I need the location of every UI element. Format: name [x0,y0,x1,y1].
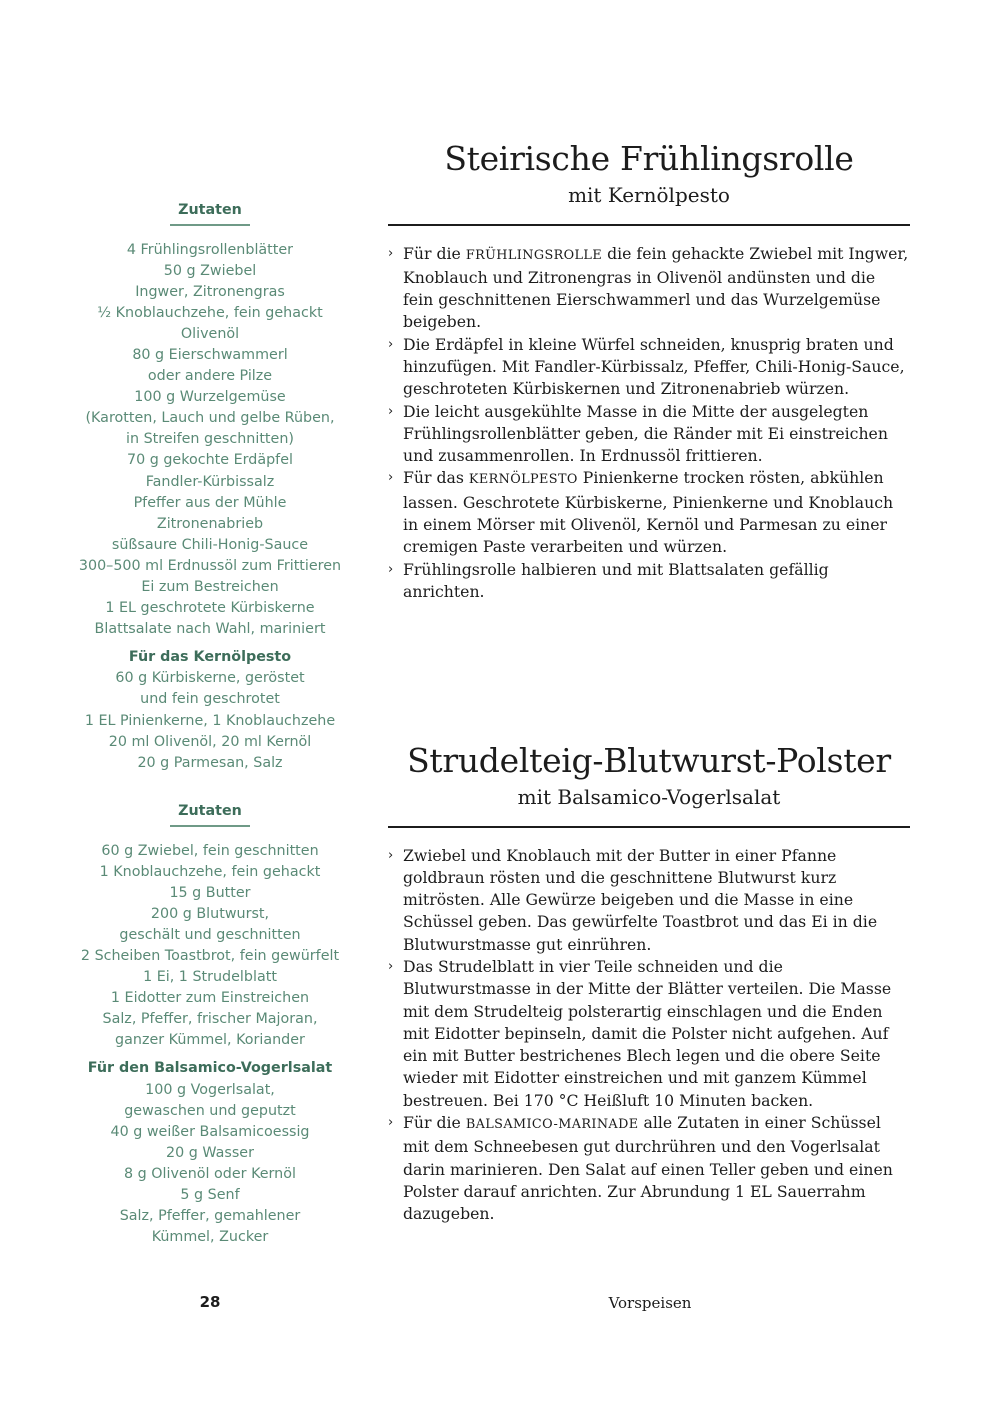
ingredient-item: 5 g Senf [180,1187,240,1203]
ingredient-item: Ingwer, Zitronengras [135,283,285,300]
ingredient-item: 1 EL geschrotete Kürbiskerne [105,600,315,617]
step-text: die fein gehackte Zwiebel mit Ingwer, Knoblauch und Zitronengras in Olivenöl andünsten und die fein geschnittenen Eierschwammerl und das Wurzelgemüse beigeben. [403,243,909,332]
ingredient-item: 50 g Zwiebel [163,262,257,279]
bullet-arrow-icon: › [388,336,394,352]
ingredient-item: 1 Eidotter zum Einstreichen [110,990,310,1007]
ingredient-item: 8 g Olivenöl oder Kernöl [124,1165,296,1182]
ingredient-item: 70 g gekochte Erdäpfel [127,452,293,469]
step-text: Frühlingsrolle halbieren und mit Blattsalaten gefällig anrichten. [403,559,829,601]
step-text: Für die [403,1113,466,1133]
recipe-title: Strudelteig-Blutwurst-Polster [407,741,891,780]
sub-ingredients-list [75,668,345,773]
ingredient-item: 20 ml Olivenöl, 20 ml Kernöl [108,733,312,750]
ingredient-item: geschält und geschnitten [119,926,301,943]
sub-ingredients-list [75,1080,345,1249]
section-name: Vorspeisen [608,1294,692,1312]
step-text: Zwiebel und Knoblauch mit der Butter in einer Pfanne goldbraun rösten und die geschnittene Blutwurst kurz mitrösten. Alle Gewürze beigeben und die Masse in eine Schüssel geben. Das gewürfelte Toastbrot und das Ei in die Blutwurstmasse gut einrühren. [403,845,878,954]
ingredient-item: 200 g Blutwurst, [150,905,270,922]
method-step [388,845,910,956]
method-step [388,956,910,1112]
ingredients-list [75,841,345,1052]
step-keyword: BALSAMICO-MARINADE [465,1117,639,1133]
ingredient-item: gewaschen und geputzt [124,1102,296,1119]
method-steps [388,243,910,604]
recipe-steirische-fruehlingsrolle [388,138,910,603]
ingredient-item: 60 g Kürbiskerne, geröstet [115,670,305,687]
ingredient-item: 2 Scheiben Toastbrot, fein gewürfelt [80,947,340,964]
bullet-arrow-icon: › [388,403,394,419]
ingredient-item: Ei zum Bestreichen [141,579,279,595]
ingredients-heading-rule [170,825,250,827]
ingredient-item: in Streifen geschnitten) [126,431,294,448]
step-keyword: FRÜHLINGSROLLE [465,247,603,263]
step-keyword: KERNÖLPESTO [468,472,578,488]
recipe-subtitle: mit Kernölpesto [568,183,730,207]
ingredients-column-recipe-1 [75,200,345,774]
ingredients-heading: Zutaten [178,202,242,218]
step-text: Das Strudelblatt in vier Teile schneiden und die Blutwurstmasse in der Mitte der Blätter verteilen. Die Masse mit dem Strudelteig polsterartig einschlagen und die Enden mit Eidotter bepinseln, damit die Polster nicht aufgehen. Auf ein mit Butter bestrichenes Blech legen und die obere Seite wieder mit Eidotter einstreichen und mit ganzem Kümmel bestreuen. Bei 170 °C Heißluft 10 Minuten backen. [403,956,892,1110]
method-steps [388,845,910,1226]
ingredients-heading: Zutaten [178,803,242,819]
title-rule [388,826,910,828]
ingredients-list [75,240,345,641]
ingredient-item: 100 g Wurzelgemüse [134,389,286,406]
ingredient-item: 100 g Vogerlsalat, [145,1081,275,1098]
method-step [388,1112,910,1225]
method-step [388,243,910,334]
ingredient-item: 1 Ei, 1 Strudelblatt [143,969,277,986]
ingredient-item: 15 g Butter [169,884,251,901]
ingredient-item: süßsaure Chili-Honig-Sauce [111,536,309,553]
ingredient-item: 20 g Parmesan, Salz [137,754,283,771]
ingredient-item: 20 g Wasser [166,1144,254,1161]
ingredient-item: 1 EL Pinienkerne, 1 Knoblauchzehe [84,712,336,729]
ingredient-item: Salz, Pfeffer, frischer Majoran, [102,1011,318,1028]
ingredient-item: Salz, Pfeffer, gemahlener [119,1208,301,1225]
method-step [388,559,910,604]
recipe-title: Steirische Frühlingsrolle [444,139,854,178]
ingredient-item: 4 Frühlingsrollenblätter [126,241,294,258]
bullet-arrow-icon: › [388,470,394,486]
bullet-arrow-icon: › [388,561,394,577]
method-step [388,334,910,401]
ingredient-item: Zitronenabrieb [156,515,264,532]
step-text: Die leicht ausgekühlte Masse in die Mitte der ausgelegten Frühlingsrollenblätter geben, die Ränder mit Ei einstreichen und zusammenrollen. In Erdnussöl frittieren. [403,401,888,466]
title-rule [388,224,910,226]
bullet-arrow-icon: › [388,847,394,863]
ingredient-item: oder andere Pilze [147,368,273,385]
recipe-subtitle: mit Balsamico-Vogerlsalat [517,785,781,809]
bullet-arrow-icon: › [388,1115,394,1131]
step-text: Für das [403,468,469,488]
step-text: Pinienkerne trocken rösten, abkühlen lassen. Geschrotete Kürbiskerne, Pinienkerne und Knoblauch in einem Mörser mit Olivenöl, Kernöl und Parmesan zu einer cremigen Paste verarbeiten und würzen. [403,468,894,557]
ingredient-item: (Karotten, Lauch und gelbe Rüben, [85,410,335,427]
step-text: alle Zutaten in einer Schüssel mit dem Schneebesen gut durchrühren und den Vogerlsalat darin marinieren. Den Salat auf einen Teller geben und einen Polster darauf anrichten. Zur Abrundung 1 EL Sauerrahm dazugeben. [403,1113,893,1224]
ingredient-item: Olivenöl [180,325,240,342]
page-number: 28 [199,1293,221,1311]
method-step [388,401,910,468]
ingredient-item: 1 Knoblauchzehe, fein gehackt [99,863,321,880]
ingredients-column-recipe-2 [75,801,345,1248]
ingredient-item: und fein geschrotet [140,691,280,708]
ingredients-subheading: Für den Balsamico-Vogerlsalat [87,1060,333,1077]
ingredients-heading-rule [170,224,250,226]
ingredient-item: ganzer Kümmel, Koriander [115,1032,305,1049]
bullet-arrow-icon: › [388,245,394,261]
ingredient-item: Fandler-Kürbissalz [145,473,275,490]
bullet-arrow-icon: › [388,958,394,974]
step-text: Die Erdäpfel in kleine Würfel schneiden, knusprig braten und hinzufügen. Mit Fandler-Kürbissalz, Pfeffer, Chili-Honig-Sauce, geschroteten Kürbiskernen und Zitronenabrieb würzen. [403,334,905,399]
ingredient-item: Kümmel, Zucker [151,1229,269,1246]
ingredient-item: Pfeffer aus der Mühle [133,494,287,511]
step-text: Für die [403,243,466,263]
method-step [388,467,910,558]
ingredient-item: ½ Knoblauchzehe, fein gehackt [97,304,323,321]
ingredient-item: 80 g Eierschwammerl [132,346,288,363]
ingredient-item: Blattsalate nach Wahl, mariniert [94,621,326,638]
recipe-strudelteig-blutwurst-polster [388,740,910,1226]
ingredient-item: 60 g Zwiebel, fein geschnitten [101,842,319,859]
ingredients-subheading: Für das Kernölpesto [128,649,292,666]
ingredient-item: 300–500 ml Erdnussöl zum Frittieren [78,557,342,574]
ingredient-item: 40 g weißer Balsamicoessig [110,1123,310,1140]
